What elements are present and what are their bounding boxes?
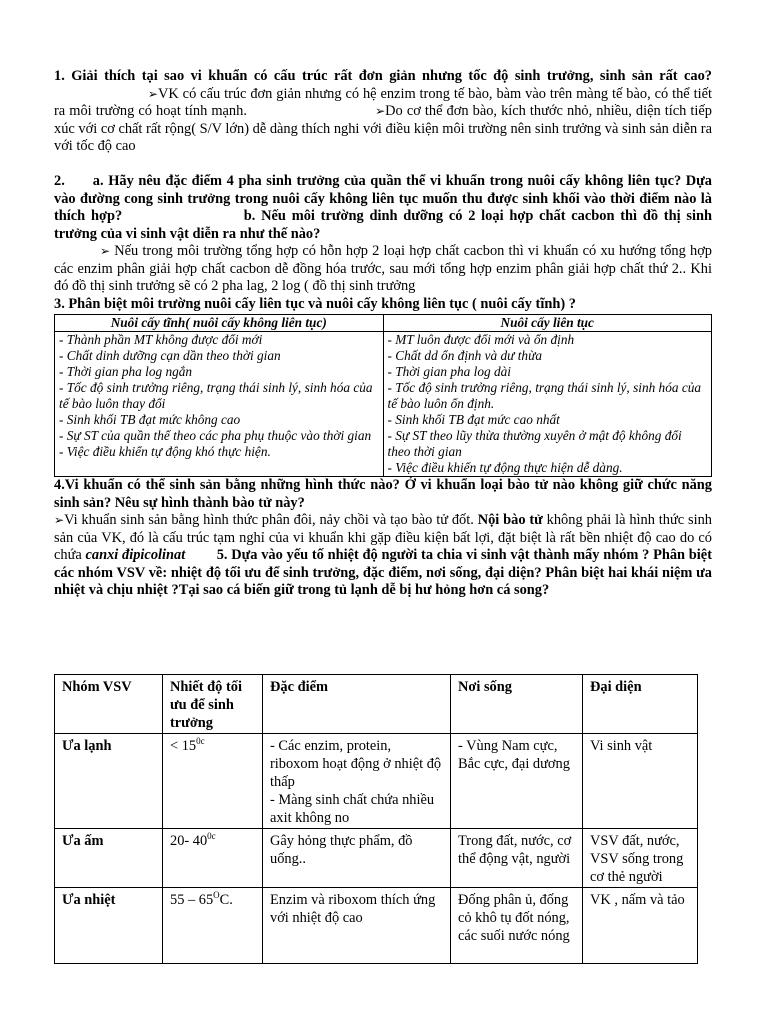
table-cell: - MT luôn được đổi mới và ổn định: [387, 332, 575, 347]
q4-question: 4.Vi khuẩn có thể sinh sản bằng những hình thức nào? Ở vi khuẩn loại bào tử nào không giữ chức năng sinh sản? Nêu sự hình thành bào tử này?: [54, 477, 712, 511]
group-name: Ưa nhiệt: [62, 892, 116, 908]
q4-answer-block: [54, 512, 712, 600]
table-header: Nơi sống: [458, 679, 512, 695]
table-cell: - Việc điều khiển tự động khó thực hiện.: [59, 444, 271, 459]
table-row: Ưa lạnh < $15^{0c}$ - Các enzim, protein, riboxom hoạt động ở nhiệt độ thấp - Màng sinh chất chứa nhiều axit không no - Vùng Nam cực, Bắc cực, đại dương Vi sinh vật: [55, 734, 698, 829]
table-cell: - Thời gian pha log dài: [387, 364, 511, 379]
q2-question-block: [54, 173, 712, 243]
example-text: VSV đất, nước, VSV sống trong cơ thẻ người: [590, 833, 684, 885]
table-cell: - Sinh khối TB đạt mức cao nhất: [387, 412, 560, 427]
table-cell: - Tốc độ sinh trưởng riêng, trạng thái sinh lý, sinh hóa của tế bào luôn ổn định.: [387, 380, 702, 411]
table-row: Ưa nhiệt $55 - 65^OC$. Enzim và riboxom thích ứng với nhiệt độ cao Đống phân ủ, đống cỏ khô tụ đốt nóng, các suối nước nóng VK , nấm và tảo: [55, 888, 698, 964]
q2-number: 2.: [54, 173, 65, 189]
q2-answer-block: [54, 243, 712, 296]
q3-question: 3. Phân biệt môi trường nuôi cấy liên tục và nuôi cấy không liên tục ( nuôi cấy tĩnh) ?: [54, 295, 576, 312]
arrow-bullet-icon: ➢: [375, 104, 386, 118]
table-cell: - Tốc độ sinh trưởng riêng, trạng thái sinh lý, sinh hóa của tế bào luôn thay đổi: [59, 380, 373, 411]
table-cell: - Chất dd ổn định và dư thừa: [387, 348, 542, 363]
optimal-temp: 55 – 65: [170, 892, 214, 908]
feature-text: - Màng sinh chất chứa nhiều axit không no: [270, 792, 435, 826]
group-name: Ưa lạnh: [62, 738, 112, 754]
table-header: Đại diện: [590, 679, 642, 695]
table-cell: - Thành phần MT không được đổi mới: [59, 332, 263, 347]
habitat-text: Đống phân ủ, đống cỏ khô tụ đốt nóng, các suối nước nóng: [458, 892, 570, 944]
arrow-bullet-icon: ➢: [54, 513, 65, 527]
feature-text: Gây hỏng thực phẩm, đồ uống..: [270, 833, 413, 867]
table-header: Nuôi cấy liên tục: [383, 315, 712, 332]
q4-answer-bold: Nội bào tử: [477, 512, 543, 528]
table-row: [55, 332, 712, 477]
example-text: VK , nấm và tảo: [590, 892, 685, 908]
table-header: Đặc điểm: [270, 679, 328, 695]
temperature-table-wrap: [54, 674, 698, 964]
document-page: [54, 68, 712, 600]
example-text: Vi sinh vật: [590, 738, 653, 754]
table-header: Nuôi cấy tĩnh( nuôi cấy không liên tục): [55, 315, 384, 332]
q1-answer-a: VK có cấu trúc đơn giản nhưng có hệ enzim trong tế bào, bàm vào trên màng tế bào, có thể tiết ra môi trường có hoạt tính mạnh.: [54, 85, 712, 119]
q4-answer-italic: canxi đipicolinat: [85, 547, 186, 563]
habitat-text: - Vùng Nam cực, Bắc cực, đại dương: [458, 738, 570, 772]
q4-answer-start: Vi khuẩn sinh sản bằng hình thức phân đôi, nảy chồi và tạo bào tử đốt.: [64, 512, 478, 528]
feature-text: Enzim và riboxom thích ứng với nhiệt độ cao: [270, 892, 436, 926]
table-cell: - Việc điều khiển tự động thực hiện dễ dàng.: [387, 460, 623, 475]
q2-question-a: a. Hãy nêu đặc điểm 4 pha sinh trưởng của quần thể vi khuẩn trong nuôi cấy không liên tục? Dựa vào đường cong sinh trưởng trong nuôi cấy không liên tục muốn thu được sinh khối vào thời điểm nào là thích hợp?: [54, 173, 712, 224]
group-name: Ưa ấm: [62, 833, 104, 849]
table-cell: - Sinh khối TB đạt mức không cao: [59, 412, 241, 427]
comparison-table: [54, 314, 712, 477]
q1-block: [54, 68, 712, 173]
q4-answer-mid: không phải là hình thức sinh sản của VK, đó là cấu trúc tạm nghỉ của vi khuẩn khi gặp điều kiện bất lợi, đặt biệt là rất bền nhiệt độ cao do có chứa: [54, 512, 712, 563]
table-cell: - Chất dinh dưỡng cạn dần theo thời gian: [59, 348, 281, 363]
table-header-row: [55, 675, 698, 734]
q2-question-b: b. Nếu môi trường dinh dưỡng có 2 loại hợp chất cacbon thì đồ thị sinh trưởng của vi sinh vật diễn ra như thế nào?: [54, 208, 712, 242]
table-header: Nhóm VSV: [62, 679, 132, 695]
table-cell: - Sự ST theo lũy thừa thường xuyên ở mật độ không đổi theo thời gian: [387, 428, 682, 459]
q5-question: 5. Dựa vào yếu tố nhiệt độ người ta chia vi sinh vật thành mấy nhóm ? Phân biệt các nhóm VSV về: nhiệt độ tối ưu để sinh trưởng, đặc điểm, nơi sống, đại diện? Phân biệt hai khái niệm ưa nhiệt và chịu nhiệt ?Tại sao cá biến giữ trong tủ lạnh dễ bị hư hỏng hơn cá song?: [54, 547, 712, 598]
optimal-temp: < 15: [170, 738, 197, 754]
optimal-temp: 20- 40: [170, 833, 208, 849]
arrow-bullet-icon: ➢: [100, 244, 111, 258]
table-cell: - Thời gian pha log ngắn: [59, 364, 193, 379]
feature-text: - Các enzim, protein, riboxom hoạt động ở nhiệt độ thấp: [270, 738, 442, 790]
habitat-text: Trong đất, nước, cơ thể động vật, người: [458, 833, 572, 867]
table-cell: - Sự ST của quần thể theo các pha phụ thuộc vào thời gian: [59, 428, 372, 443]
arrow-bullet-icon: ➢: [147, 86, 158, 101]
q2-answer: Nếu trong môi trường tổng hợp có hỗn hợp 2 loại hợp chất cacbon thì vi khuẩn có xu hướng tổng hợp các enzim phân giải hợp chất cacbon dễ đồng hóa trước, sau mới tổng hợp enzim phân giải hợp chất thứ 2.. Khi đó đồ thị sinh trưởng sẽ có 2 pha lag, 2 log ( đồ thị sinh trưởng: [54, 243, 712, 294]
temperature-groups-table: [54, 674, 698, 964]
table-row: Ưa ấm 20- $40^{0c}$ Gây hỏng thực phẩm, đồ uống.. Trong đất, nước, cơ thể động vật, người VSV đất, nước, VSV sống trong cơ thẻ người: [55, 829, 698, 888]
q1-answer-b: Do cơ thể đơn bào, kích thước nhỏ, nhiều, diện tích tiếp xúc với cơ chất rất rộng( S/V lớn) dễ dàng thích nghi với điều kiện môi trường nên sinh trưởng và sinh sản diễn ra với tốc độ cao: [54, 103, 712, 154]
q1-question: 1. Giải thích tại sao vi khuẩn có cấu trúc rất đơn giản nhưng tốc độ sinh trưởng, sinh sản rất cao?: [54, 68, 712, 84]
table-header: Nhiết độ tối ưu để sinh trưởng: [170, 679, 242, 731]
